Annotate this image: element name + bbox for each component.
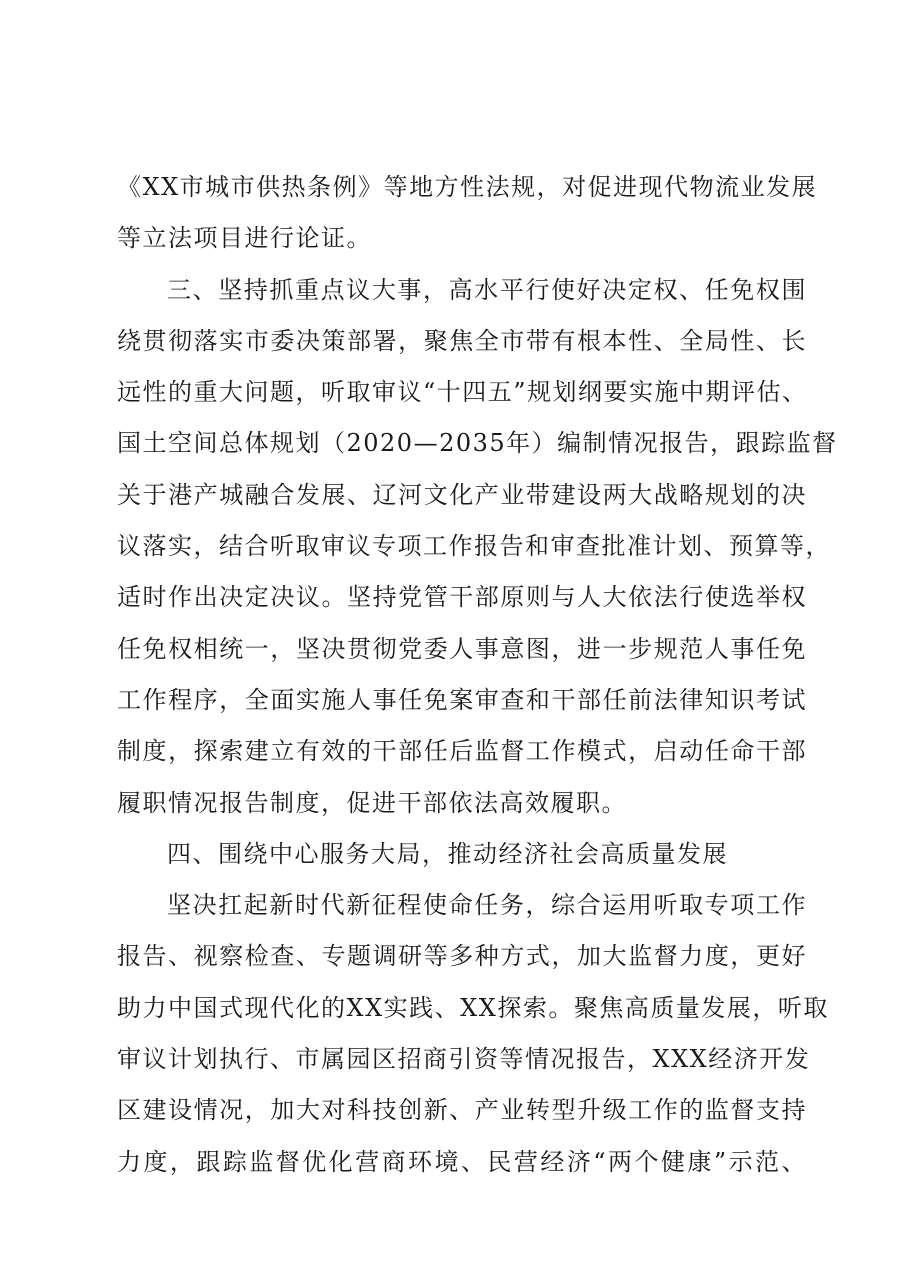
- text-line: 报告、视察检查、专题调研等多种方式，加大监督力度，更好: [117, 942, 807, 971]
- text-line: 三、坚持抓重点议大事，高水平行使好决定权、任免权围: [167, 275, 807, 304]
- text-line: 区建设情况，加大对科技创新、产业转型升级工作的监督支持: [117, 1096, 807, 1125]
- text-line: 绕贯彻落实市委决策部署，聚焦全市带有根本性、全局性、长: [117, 326, 807, 355]
- text-line: 议落实，结合听取审议专项工作报告和审查批准计划、预算等，: [117, 532, 831, 561]
- text-line: 国土空间总体规划（2020—2035年）编制情况报告，跟踪监督: [117, 429, 838, 458]
- text-line: 四、围绕中心服务大局，推动经济社会高质量发展: [167, 839, 728, 868]
- document-body: [117, 162, 838, 1188]
- text-line: 《XX市城市供热条例》等地方性法规，对促进现代物流业发展: [117, 173, 818, 201]
- text-line: 任免权相统一，坚决贯彻党委人事意图，进一步规范人事任免: [117, 634, 807, 663]
- text-line: 关于港产城融合发展、辽河文化产业带建设两大战略规划的决: [117, 480, 807, 509]
- text-line: 审议计划执行、市属园区招商引资等情况报告，XXX经济开发: [117, 1045, 811, 1074]
- text-line: 适时作出决定决议。坚持党管干部原则与人大依法行使选举权: [117, 583, 807, 612]
- text-line: 制度，探索建立有效的干部任后监督工作模式，启动任命干部: [117, 737, 807, 766]
- text-line: 履职情况报告制度，促进干部依法高效履职。: [117, 788, 627, 817]
- text-line: 坚决扛起新时代新征程使命任务，综合运用听取专项工作: [167, 891, 807, 920]
- text-line: 远性的重大问题，听取审议“十四五”规划纲要实施中期评估、: [117, 378, 808, 407]
- text-line: 力度，跟踪监督优化营商环境、民营经济“两个健康”示范、: [117, 1147, 807, 1176]
- text-line: 等立法项目进行论证。: [117, 224, 372, 253]
- text-line: 工作程序，全面实施人事任免案审查和干部任前法律知识考试: [117, 685, 807, 714]
- text-line: 助力中国式现代化的XX实践、XX探索。聚焦高质量发展，听取: [117, 993, 829, 1022]
